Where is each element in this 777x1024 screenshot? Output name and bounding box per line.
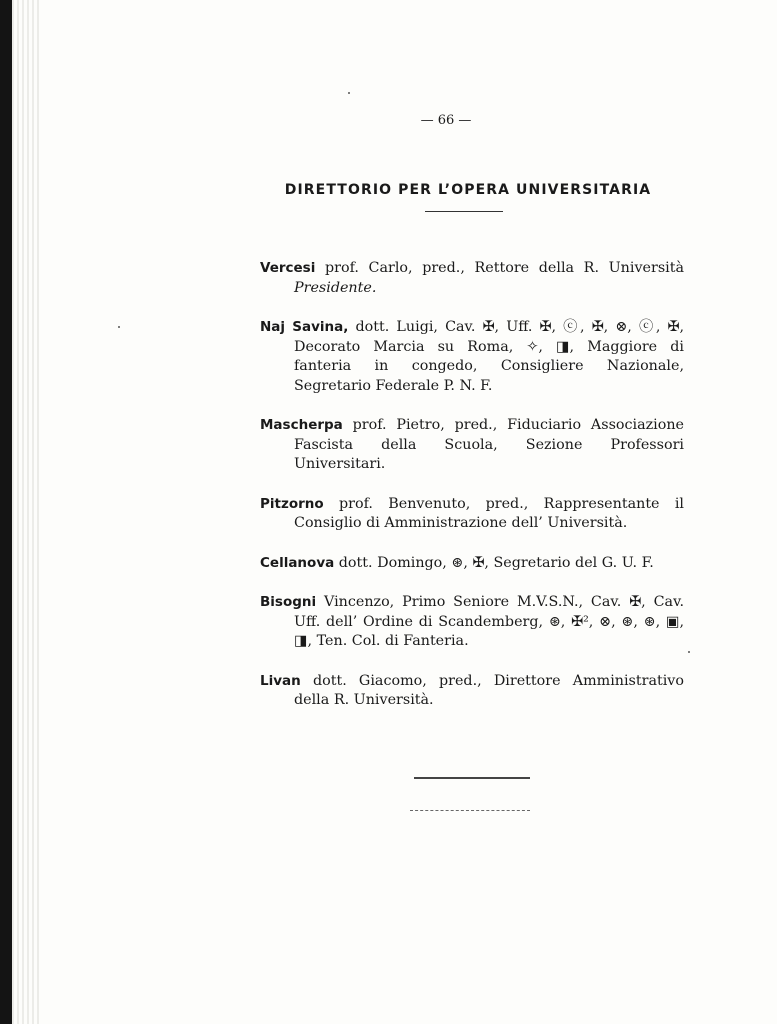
directory-list [260, 259, 684, 731]
page-number: — 66 — [420, 113, 472, 128]
scan-speck [348, 92, 350, 94]
directory-entry [260, 259, 684, 298]
member-details: dott. Domingo, ⊛, ✠, Segretario del G. U. F. [334, 554, 654, 571]
page-heading: DIRETTORIO PER L’OPERA UNIVERSITARIA [284, 182, 652, 198]
member-details: dott. Luigi, Cav. ✠, Uff. ✠, ⓒ, ✠, ⊗, ⓒ, ✠, Decorato Marcia su Roma, ✧, ◨, Maggiore di fanteria in congedo, Consigliere Nazionale, Segretario Federale P. N. F. [294, 319, 684, 394]
member-name: Mascherpa [260, 417, 343, 433]
member-name: Naj Savina, [260, 319, 349, 335]
member-name: Livan [260, 672, 301, 689]
member-details: prof. Carlo, pred., Rettore della R. Università [315, 260, 684, 276]
closing-dashed-rule [410, 810, 530, 812]
member-details: dott. Giacomo, pred., Direttore Amministrativo della R. Università. [294, 672, 684, 708]
member-details: prof. Pietro, pred., Fiduciario Associazione Fascista della Scuola, Sezione Professori Universitari. [294, 417, 684, 472]
member-details: Vincenzo, Primo Seniore M.V.S.N., Cav. ✠, Cav. Uff. dell’ Ordine di Scandemberg, ⊛, ✠², ⊗, ⊛, ⊛, ▣, ◨, Ten. Col. di Fanteria. [294, 594, 684, 649]
heading-rule [425, 211, 503, 212]
directory-entry [260, 593, 684, 652]
member-details: prof. Benvenuto, pred., Rappresentante il Consiglio di Amministrazione dell’ Università. [294, 495, 684, 531]
member-role: Presidente. [294, 279, 377, 296]
member-name: Pitzorno [260, 495, 324, 512]
scan-speck [688, 651, 690, 653]
directory-entry [260, 554, 684, 574]
book-binding-edge [0, 0, 12, 1024]
member-name: Cellanova [260, 554, 335, 571]
scan-speck [118, 326, 120, 328]
page-gutter-shadow [12, 0, 42, 1024]
directory-entry [260, 416, 684, 475]
member-name: Bisogni [260, 594, 317, 610]
directory-entry [260, 672, 684, 711]
directory-entry [260, 318, 684, 396]
closing-rule [414, 777, 530, 779]
member-name: Vercesi [260, 260, 316, 276]
directory-entry [260, 495, 684, 534]
